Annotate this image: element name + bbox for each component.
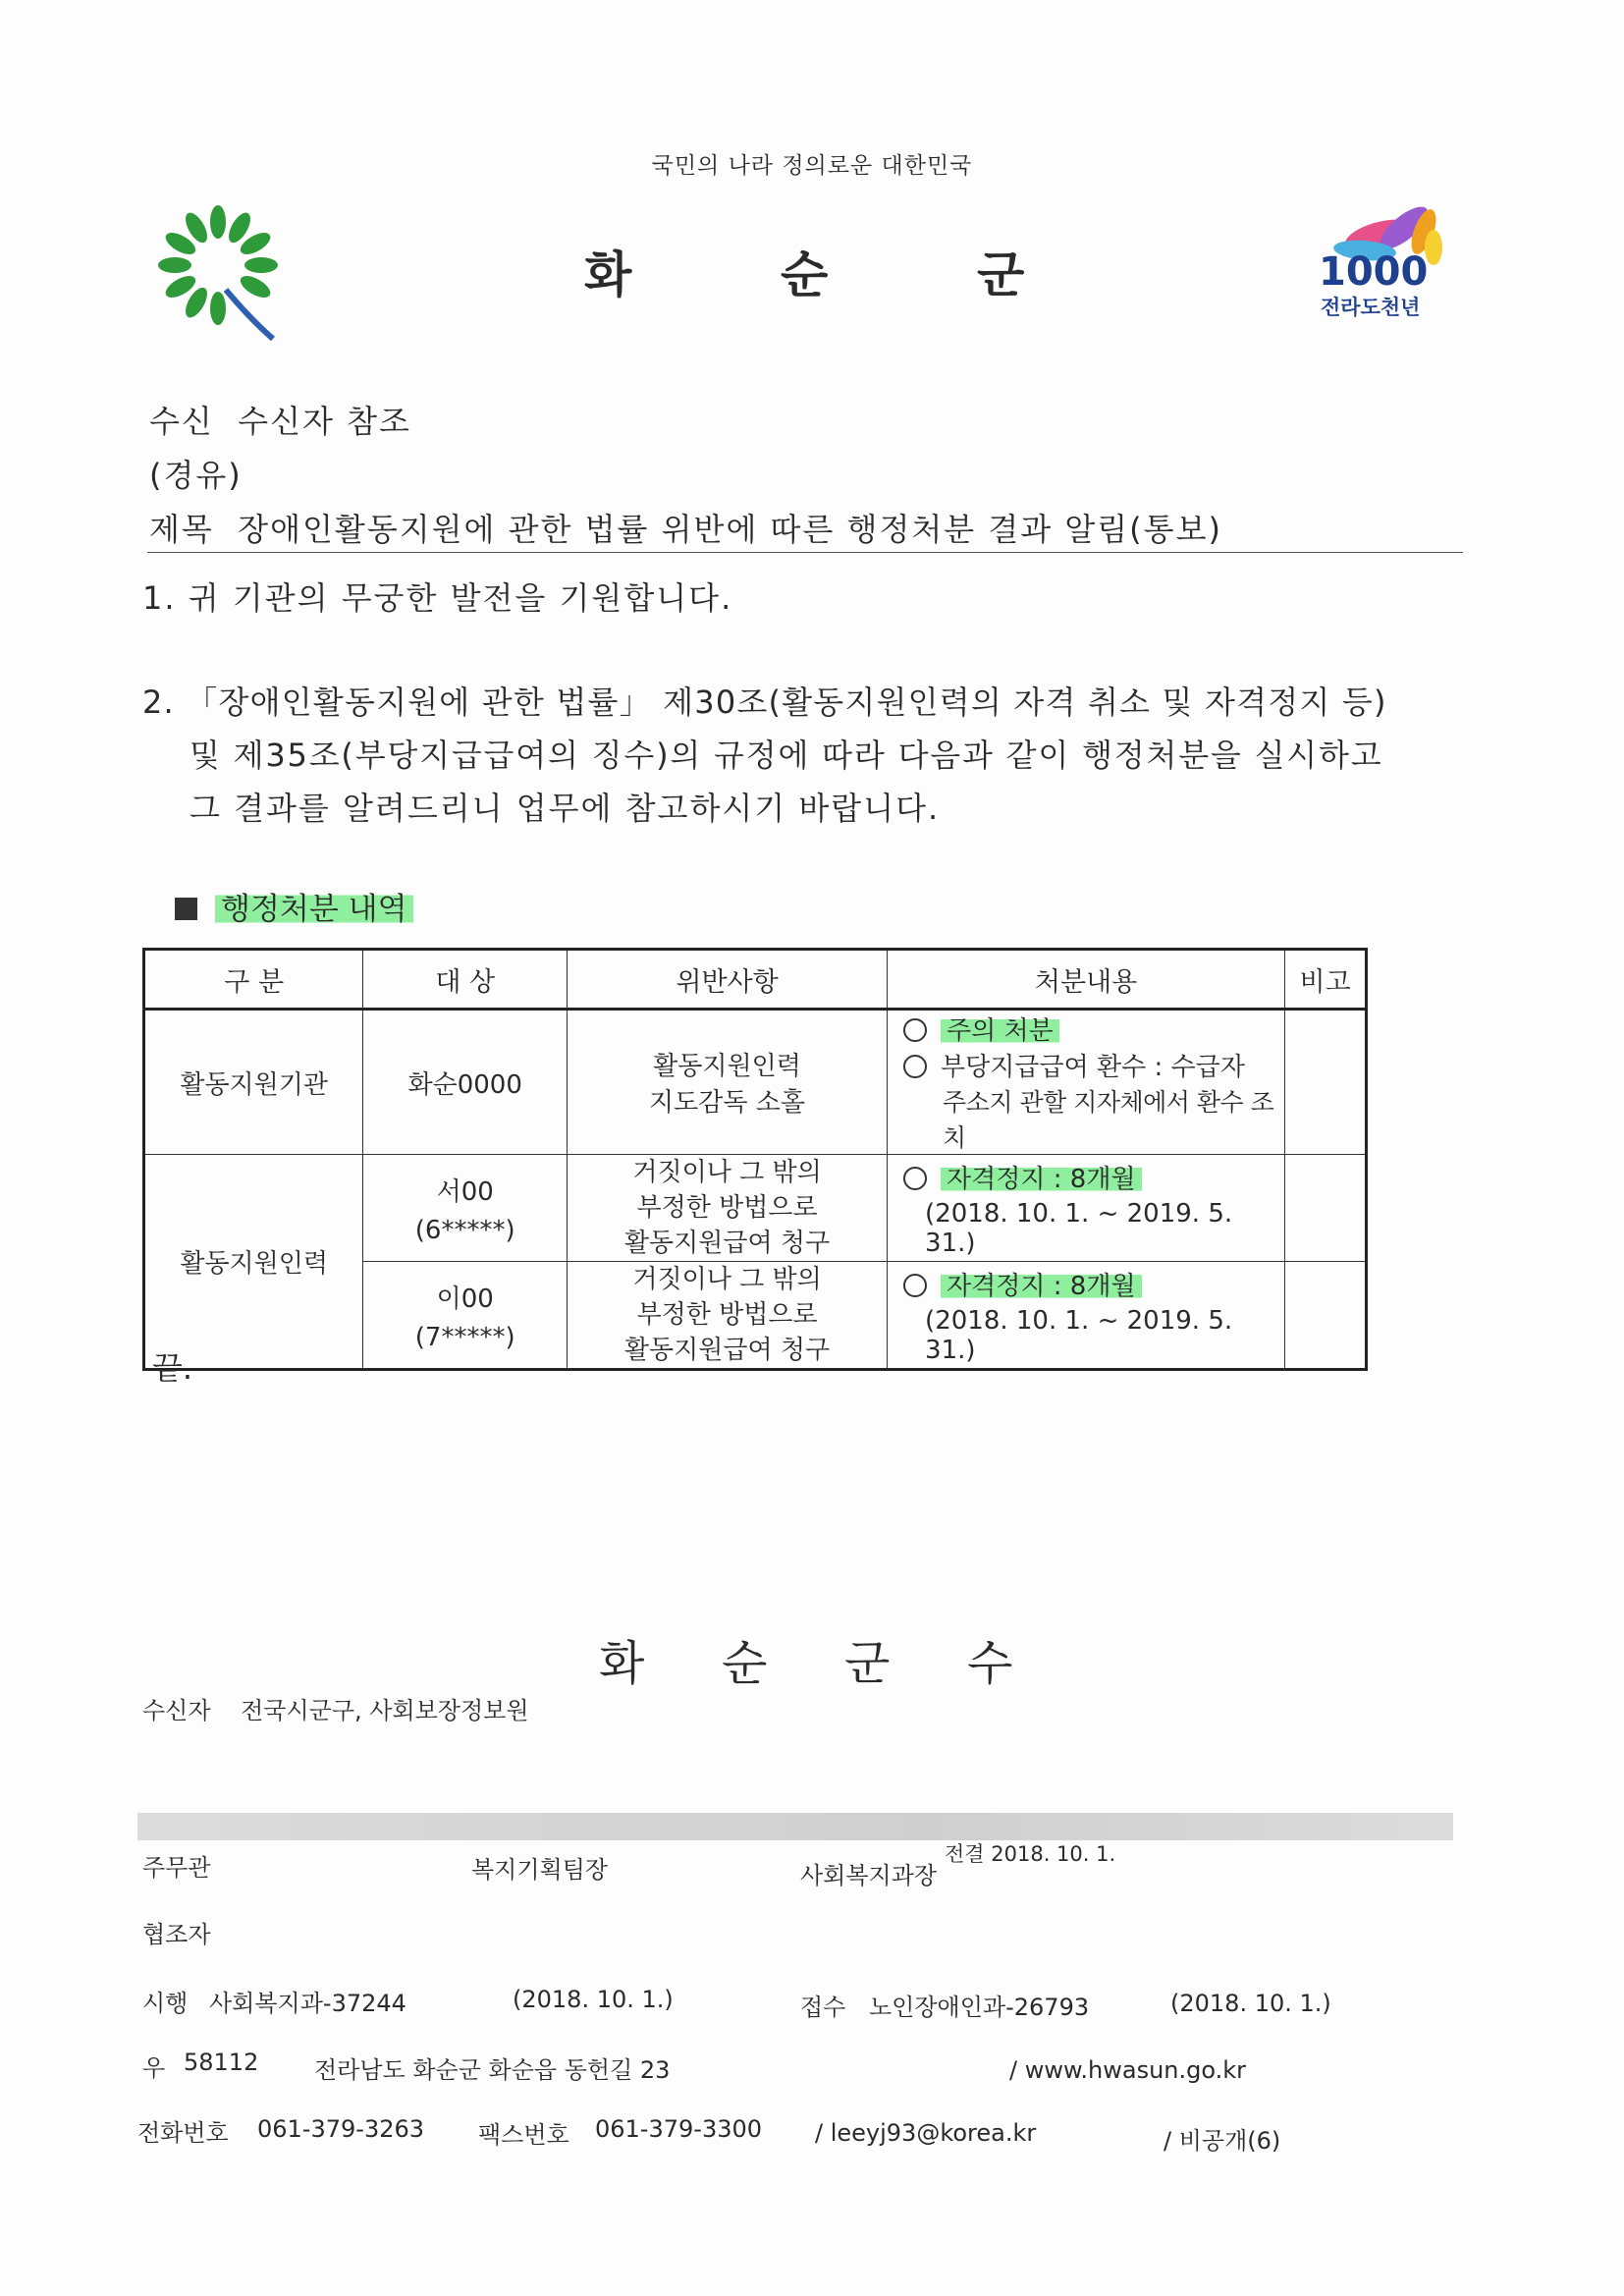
approval-date: 전결 2018. 10. 1.	[945, 1842, 1116, 1866]
row1-action-line-3: 주소지 관할 지자체에서 환수 조치	[943, 1088, 1274, 1152]
row3-target-id: (7*****)	[414, 1322, 515, 1352]
recipient-value: 수신자 참조	[238, 403, 411, 440]
enforce-date: (2018. 10. 1.)	[513, 1986, 674, 2013]
cooperator-label: 협조자	[142, 1921, 211, 1948]
row3-violation-line-3: 활동지원급여 청구	[623, 1336, 831, 1365]
header-violation: 위반사항	[568, 950, 888, 1010]
recipients-value: 전국시군구, 사회보장정보원	[241, 1697, 529, 1724]
circle-bullet-icon	[903, 1055, 927, 1078]
row2-note	[1285, 1155, 1367, 1262]
row1-target: 화순0000	[363, 1010, 568, 1155]
row3-target	[363, 1262, 568, 1370]
paragraph-2-line-1: 2. 「장애인활동지원에 관한 법률」 제30조(활동지원인력의 자격 취소 및 자격정지 등)	[142, 683, 1387, 721]
row1-category: 활동지원기관	[144, 1010, 363, 1155]
paragraph-2-line-2: 및 제35조(부당지급급여의 징수)의 규정에 따라 다음과 같이 행정처분을 실시하고	[189, 737, 1383, 774]
footer-divider-bar	[137, 1813, 1453, 1840]
enforce-number: 사회복지과-37244	[209, 1990, 406, 2017]
row3-violation-line-1: 거짓이나 그 밖의	[632, 1265, 822, 1294]
row1-action-line-2: 부당지급급여 환수 : 수급자	[941, 1053, 1245, 1082]
circle-bullet-icon	[903, 1274, 927, 1297]
row1-note	[1285, 1010, 1367, 1155]
end-mark: 끝.	[152, 1349, 193, 1387]
row3-violation	[568, 1262, 888, 1370]
circle-bullet-icon	[903, 1167, 927, 1190]
section-title	[175, 884, 413, 928]
email-link[interactable]: / leeyj93@korea.kr	[815, 2119, 1037, 2147]
row3-violation-line-2: 부정한 방법으로	[636, 1300, 818, 1330]
row1-violation-line-1: 활동지원인력	[653, 1052, 801, 1081]
paragraph-2-line-3: 그 결과를 알려드리니 업무에 참고하시기 바랍니다.	[189, 790, 941, 827]
receipt-label: 접수	[800, 1994, 846, 2021]
team-lead-label: 복지기획팀장	[471, 1856, 609, 1884]
enforce-label: 시행	[142, 1990, 189, 2017]
signature-char-1: 화	[599, 1636, 645, 1691]
header-category: 구 분	[144, 950, 363, 1010]
millennium-number: 1000	[1319, 249, 1429, 290]
circle-bullet-icon	[903, 1018, 927, 1042]
square-bullet-icon	[175, 898, 197, 920]
disposition-table	[142, 948, 1368, 1371]
postal-label: 우	[142, 2054, 166, 2082]
address: 전라남도 화순군 화순읍 동헌길 23	[314, 2056, 671, 2084]
subject-label: 제목	[149, 511, 214, 548]
row2-action	[888, 1155, 1285, 1262]
header-note: 비고	[1285, 950, 1367, 1010]
phone-number: 061-379-3263	[257, 2115, 425, 2143]
row3-target-name: 이00	[436, 1284, 494, 1314]
phone-label: 전화번호	[137, 2119, 229, 2147]
hwasun-county-logo	[157, 196, 295, 344]
row2-target	[363, 1155, 568, 1262]
row1-violation-line-2: 지도감독 소홀	[649, 1088, 806, 1118]
millennium-flower-icon	[1311, 196, 1458, 290]
header-action: 처분내용	[888, 950, 1285, 1010]
row2-violation-line-3: 활동지원급여 청구	[623, 1229, 831, 1258]
row2-action-line-1: 자격정지 : 8개월	[941, 1165, 1142, 1194]
director-label: 사회복지과장	[800, 1862, 938, 1889]
row2-violation	[568, 1155, 888, 1262]
row2-violation-line-1: 거짓이나 그 밖의	[632, 1158, 822, 1187]
fax-number: 061-379-3300	[595, 2115, 763, 2143]
paragraph-1: 1. 귀 기관의 무궁한 발전을 기원합니다.	[142, 579, 733, 617]
table-row	[144, 1155, 1367, 1262]
signature-char-2: 순	[722, 1636, 768, 1691]
title-char-2: 순	[781, 246, 829, 303]
manager-label: 주무관	[142, 1854, 211, 1882]
row3-note	[1285, 1262, 1367, 1370]
row1-violation	[568, 1010, 888, 1155]
slogan: 국민의 나라 정의로운 대한민국	[651, 153, 973, 179]
recipient-line	[149, 397, 411, 442]
subject-line	[149, 505, 1222, 550]
section-title-text: 행정처분 내역	[215, 892, 413, 927]
millennium-logo-text: 전라도천년	[1321, 296, 1421, 319]
title-char-3: 군	[977, 246, 1025, 303]
row2-action-line-2: (2018. 10. 1. ~ 2019. 5. 31.)	[925, 1198, 1233, 1258]
via-line: (경유)	[149, 457, 243, 494]
receipt-date: (2018. 10. 1.)	[1170, 1990, 1331, 2017]
row1-action	[888, 1010, 1285, 1155]
row2-violation-line-2: 부정한 방법으로	[636, 1193, 818, 1223]
jeolla-millennium-logo	[1311, 196, 1458, 344]
header-target: 대 상	[363, 950, 568, 1010]
postal-code: 58112	[184, 2049, 259, 2076]
row2-target-name: 서00	[436, 1176, 494, 1207]
table-header-row	[144, 950, 1367, 1010]
subject-value: 장애인활동지원에 관한 법률 위반에 따른 행정처분 결과 알림(통보)	[238, 511, 1222, 548]
row3-action-line-2: (2018. 10. 1. ~ 2019. 5. 31.)	[925, 1305, 1233, 1365]
signature-char-4: 수	[967, 1636, 1013, 1691]
row3-action-line-1: 자격정지 : 8개월	[941, 1272, 1142, 1301]
row3-action	[888, 1262, 1285, 1370]
disclosure-status: / 비공개(6)	[1164, 2127, 1281, 2155]
row1-action-line-1: 주의 처분	[941, 1016, 1059, 1046]
row2-target-id: (6*****)	[414, 1215, 515, 1245]
website-link[interactable]: / www.hwasun.go.kr	[1009, 2056, 1247, 2084]
receipt-number: 노인장애인과-26793	[869, 1994, 1090, 2021]
fax-label: 팩스번호	[478, 2121, 569, 2149]
recipient-label: 수신	[149, 403, 214, 440]
row2-category: 활동지원인력	[144, 1155, 363, 1370]
signature-char-3: 군	[844, 1636, 891, 1691]
subject-divider	[147, 552, 1463, 553]
table-row	[144, 1010, 1367, 1155]
recipients-label: 수신자	[142, 1697, 211, 1724]
title-char-1: 화	[584, 246, 632, 303]
recipients-line	[142, 1691, 529, 1725]
